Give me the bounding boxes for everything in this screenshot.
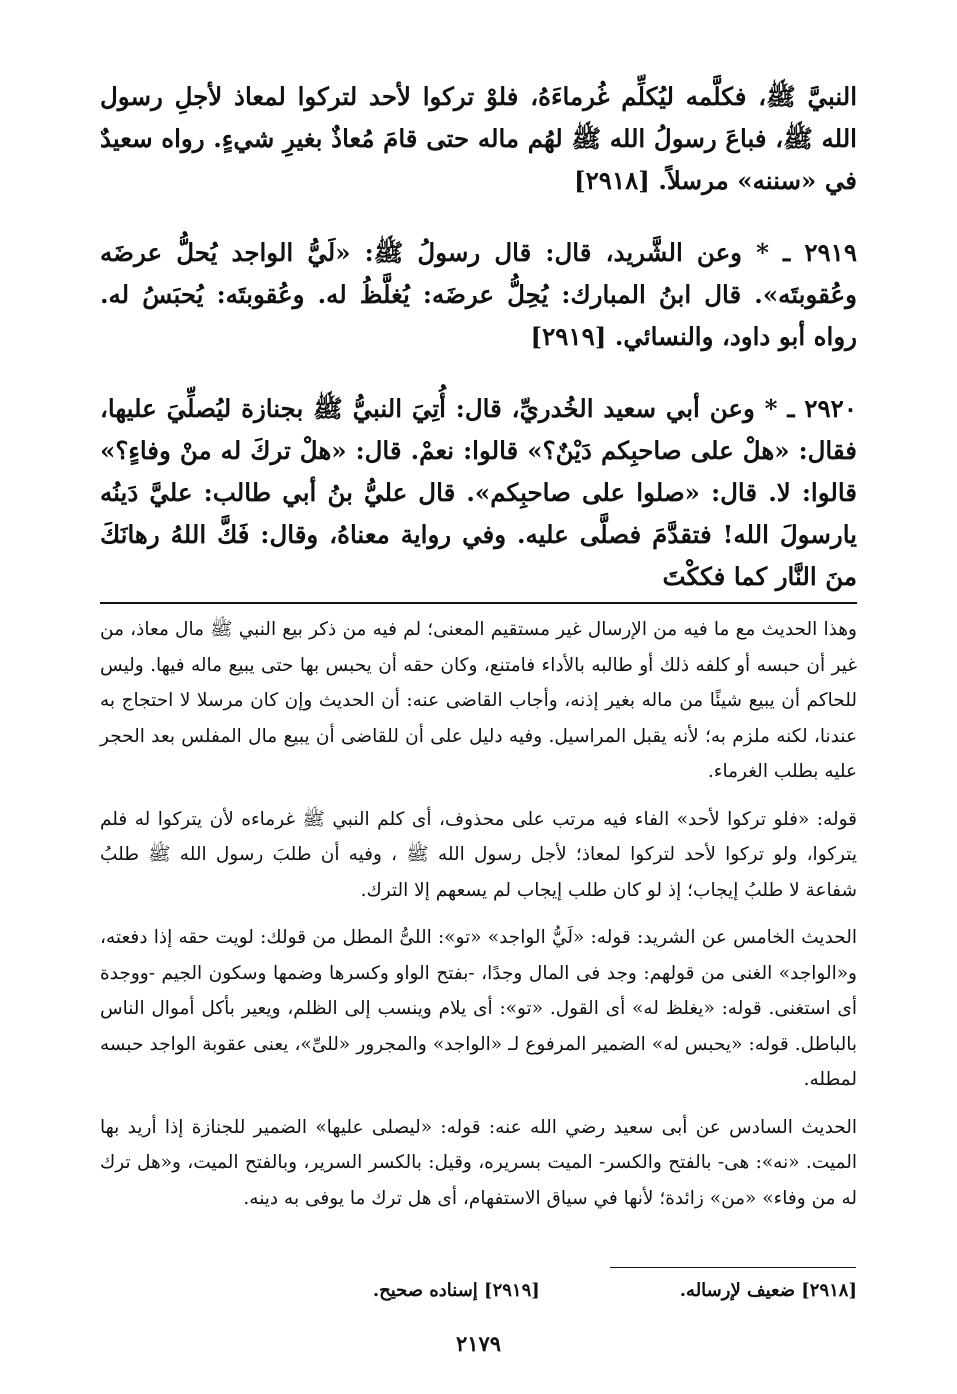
page-body xyxy=(100,76,857,1228)
footnote-divider xyxy=(610,1267,856,1268)
commentary-paragraph: وهذا الحديث مع ما فيه من الإرسال غير مستقيم المعنى؛ لم فيه من ذكر بيع النبي ﷺ مال معاذ، من غير أن حبسه أو كلفه ذلك أو طالبه بالأداء فامتنع، وكان حقه أن يحبس بها حتى يبيع ماله فيها. وليس للحاكم أن يبيع شيئًا من ماله بغير إذنه، وأجاب القاضى عنه: أن الحديث وإن كان مرسلا لا احتجاج به عندنا، لكنه ملزم به؛ لأنه يقبل المراسيل. وفيه دليل على أن للقاضى أن يبيع مال المفلس بعد الحجر عليه بطلب الغرماء. xyxy=(100,619,857,782)
hadith-section xyxy=(100,76,857,604)
commentary-paragraph: الحديث الخامس عن الشريد: قوله: «لَيُّ الواجد» «تو»: اللىُّ المطل من قولك: لويت حقه إذا دفعته، و«الواجد» الغنى من قولهم: وجد فى المال وجدًا، -بفتح الواو وكسرها وضمها وسكون الجيم -ووجدة أى استغنى. قوله: «يغلظ له» أى القول. «تو»: أى يلام وينسب إلى الظلم، ويعير بأكل أموال الناس بالباطل. قوله: «يحبس له» الضمير المرفوع لـ «الواجد» والمجرور «للىِّ»، يعنى عقوبة الواجد حبسه لمطله. xyxy=(100,927,858,1090)
commentary-section xyxy=(100,612,857,1216)
footnote-2919: [٢٩١٩] إسناده صحيح. xyxy=(372,1280,540,1301)
hadith-2920: ٢٩٢٠ ـ * وعن أبي سعيد الخُدريِّ، قال: أُتِيَ النبيُّ ﷺ بجنازة ليُصلِّيَ عليها، فقال: «هلْ على صاحبِكم دَيْنٌ؟» قالوا: نعمْ. قال: «هلْ تركَ له منْ وفاءٍ؟» قالوا: لا. قال: «صلوا على صاحبِكم». قال عليُّ بنُ أبي طالب: عليَّ دَينُه يارسولَ الله! فتقدَّمَ فصلَّى عليه. وفي رواية معناهُ، وقال: فَكَّ اللهُ رهانَكَ منَ النَّار كما فككْتَ xyxy=(100,388,857,604)
footnote-2918: [٢٩١٨] ضعيف لإرساله. xyxy=(679,1280,857,1301)
commentary-paragraph: قوله: «فلو تركوا لأحد» الفاء فيه مرتب على محذوف، أى كلم النبي ﷺ غرماءه لأن يتركوا له فلم يتركوا، ولو تركوا لأحد لتركوا لمعاذ؛ لأجل رسول الله ﷺ ، وفيه أن طلبَ رسول الله ﷺ طلبُ شفاعة لا طلبُ إيجاب؛ إذ لو كان طلب إيجاب لم يسعهم إلا الترك. xyxy=(100,808,857,901)
commentary-paragraph: الحديث السادس عن أبى سعيد رضي الله عنه: قوله: «ليصلى عليها» الضمير للجنازة إذا أريد بها الميت. «نه»: هى- بالفتح والكسر- الميت بسريره، وقيل: بالكسر السرير، وبالفتح الميت، و«هل ترك له من وفاء» «من» زائدة؛ لأنها في سياق الاستفهام، أى هل ترك ما يوفى به دينه. xyxy=(100,1116,857,1209)
page-number: ٢١٧٩ xyxy=(455,1331,502,1356)
hadith-2918-tail: النبيَّ ﷺ، فكلَّمه ليُكلِّم غُرماءَهُ، فلوْ تركوا لأحد لتركوا لمعاذ لأجلِ رسول الله ﷺ، فباعَ رسولُ الله ﷺ لهُم ماله حتى قامَ مُعاذٌ بغيرِ شيءٍ. رواه سعيدٌ في «سننه» مرسلاً. [٢٩١٨] xyxy=(100,82,857,195)
footnotes xyxy=(100,1280,857,1301)
hadith-2919: ٢٩١٩ ـ * وعن الشَّريد، قال: قال رسولُ ﷺ: «لَيُّ الواجد يُحلُّ عرضَه وعُقوبتَه». قال ابنُ المبارك: يُحِلُّ عرضَه: يُغلَّظُ له. وعُقوبتَه: يُحبَسُ له. رواه أبو داود، والنسائي. [٢٩١٩] xyxy=(100,238,857,351)
